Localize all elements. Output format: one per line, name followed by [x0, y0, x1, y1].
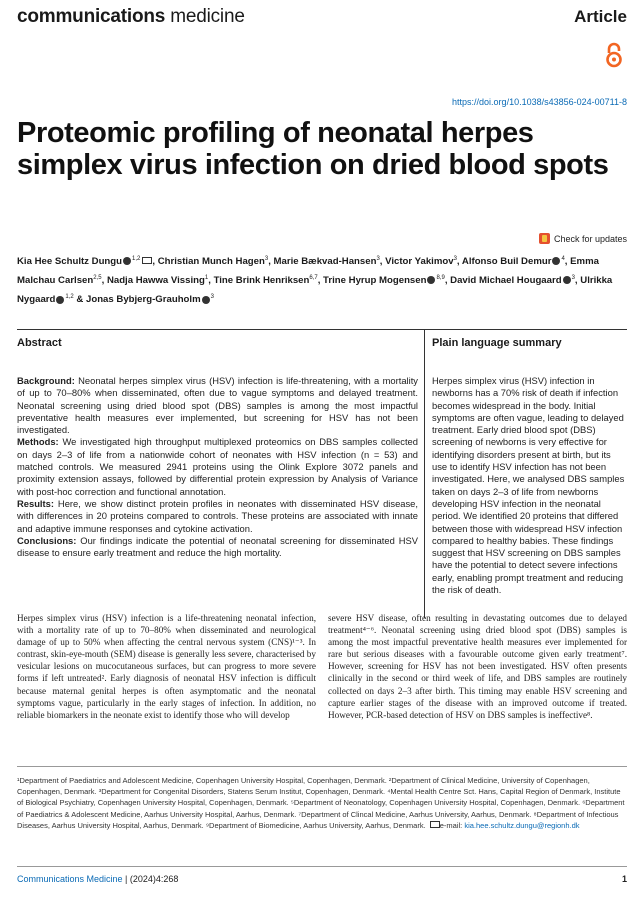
results-label: Results: [17, 497, 54, 509]
email-icon [430, 821, 440, 828]
author-separator: , [574, 275, 581, 287]
author-affiliation-sup: 1 [204, 275, 209, 282]
journal-name-light: medicine [165, 6, 245, 27]
author-separator: , [317, 275, 324, 287]
abstract-methods [17, 436, 418, 497]
author-name[interactable]: Marie Bækvad-Hansen [273, 256, 377, 268]
abstract-heading: Abstract [17, 337, 62, 349]
conclusions-text: Our findings indicate the potential of neonatal screening for disseminated HSV disease to ensure early treatment and reduce the high mortality. [17, 534, 418, 559]
author-separator: & [73, 294, 86, 306]
author-separator: , [379, 256, 386, 268]
article-title: Proteomic profiling of neonatal herpes simplex virus infection on dried blood spots [17, 117, 609, 181]
body-column-left: Herpes simplex virus (HSV) infection is a life-threatening neonatal infection, with a mortality rate of up to 70–80% when disseminated and neurological damage of up to 50% when affecting the central nervous system (CNS)¹⁻³. In contrast, skin-eye-mouth (SEM) disease is generally less severe, characterised by vesicular lesions on mucocutaneous surfaces, but can progress to more severe forms if left untreated². Early diagnosis of neonatal HSV infection is difficult because maternal genital herpes is often asymptomatic and the neonatal symptoms vague, particularly in the early stages of infection. In addition, no reliable biomarkers in the neonate exist to identify those who will develop [17, 613, 316, 720]
background-label: Background: [17, 375, 75, 386]
plain-language-summary: Herpes simplex virus (HSV) infection in newborns has a 70% risk of death if infection becomes widespread in the body. Initial symptoms are often vague, leading to delayed treatment. Early dried blood spot (DBS) screening of newborns is very effective for identifying disorders present at birth, but its use to identify HSV infection has not been investigated. Here, we analysed DBS samples taken on days 2–3 of life from newborns developing HSV infection in the neonatal period. We identified 20 proteins that differed between those with widespread HSV infection compared to healthy babies. These findings suggest that HSV screening on DBS samples have the potential to detect severe infections early, enabling prompt treatment and reducing the risk of death. [432, 375, 625, 596]
author-affiliation-sup: 3 [264, 256, 269, 262]
body-column-right: severe HSV disease, often resulting in devastating outcomes due to delayed treatment⁴⁻⁶. Neonatal screening using dried blood spot (DBS) samples is among the most impactful preventative health measures ever implemented for rare but serious diseases with a favourable outcome given early treatment⁷. However, screening for HSV has not been investigated. HSV often presents clinically in the second or third week of life, and DBS samples are routinely collected on days 2–3 after birth. This timing may enable HSV screening and capture earlier stages of the disease with an improved outcome if treated. However, PCR-based detection of HSV on DBS samples is ineffective⁸. [328, 613, 627, 720]
divider [17, 866, 627, 867]
conclusions-label: Conclusions: [17, 534, 77, 546]
affiliations-text: ¹Department of Paediatrics and Adolescent Medicine, Copenhagen University Hospital, Copenhagen, Denmark. ²Department of Clinical Medicine, University of Copenhagen, Copenhagen, Denmark. ³Department for Congenital Disorders, Statens Serum Institut, Copenhagen, Denmark. ⁴Mental Health Centre Sct. Hans, Capital Region of Denmark, Institute of Biological Psychiatry, Copenhagen University Hospital, Copenhagen, Denmark. ⁵Department of Neonatology, Copenhagen University Hospital, Copenhagen, Denmark. ⁶Department of Paediatrics & Adolescent Medicine, Aarhus University Hospital, Aarhus, Denmark. ⁷Department of Clincal Medicine, Aarhus University, Aarhus, Denmark. ⁸Department of Infectious Diseases, Aarhus University Hospital, Aarhus, Denmark. ⁹Department of Biomedicine, Aarhus University, Aarhus, Denmark. [17, 776, 625, 830]
author-affiliation-sup: 8,9 [436, 275, 445, 282]
divider [17, 329, 627, 330]
author-separator: , [444, 275, 451, 287]
results-text: Here, we show distinct protein profiles in neonates with disseminated HSV disease, with differences in 20 proteins compared to controls. These proteins are associated with innate and adaptive immune responses and cytokine activation. [17, 497, 418, 534]
author-name[interactable]: Alfonso Buil Demur [461, 256, 552, 268]
author-affiliation-sup: 3 [453, 256, 457, 262]
footer-volume: | (2024)4:268 [122, 874, 179, 884]
author-separator: , [208, 275, 214, 287]
author-name[interactable]: Kia Hee Schultz Dungu [17, 256, 123, 268]
divider [17, 766, 627, 767]
author-name[interactable]: Emma Malchau Carlsen [17, 256, 599, 287]
abstract-results [17, 498, 418, 535]
open-access-icon [604, 42, 624, 68]
footer-citation [17, 874, 178, 884]
author-name[interactable]: Nadja Hawwa Vissing [106, 275, 205, 287]
abstract-conclusions [17, 535, 418, 560]
author-affiliation-sup: 3 [376, 256, 380, 262]
author-affiliation-sup: 3 [571, 275, 575, 282]
crossmark-icon [539, 233, 550, 244]
email-icon[interactable] [142, 257, 152, 264]
orcid-icon[interactable] [123, 257, 131, 265]
author-name[interactable]: Tine Brink Henriksen [213, 275, 310, 287]
abstract-background [17, 375, 418, 436]
check-for-updates-label: Check for updates [553, 233, 627, 244]
affiliations [17, 775, 627, 831]
author-name[interactable]: Christian Munch Hagen [157, 256, 265, 268]
email-link[interactable]: kia.hee.schultz.dungu@regionh.dk [464, 820, 580, 830]
author-name[interactable]: Jonas Bybjerg-Grauholm [86, 294, 201, 306]
author-separator: , [564, 256, 571, 268]
orcid-icon[interactable] [427, 276, 435, 284]
author-separator: , [101, 275, 107, 287]
background-text: Neonatal herpes simplex virus (HSV) infection is life-threatening, with a mortality of up to 70–80% when disseminated, often due to vague symptoms and delayed treatment. Neonatal screening using dried blood spot (DBS) samples is among the most impactful preventative health measures ever implemented, but screening for HSV has not been investigated. [17, 375, 418, 436]
author-separator: , [152, 256, 158, 268]
author-affiliation-sup: 2,5 [93, 275, 102, 282]
orcid-icon[interactable] [563, 276, 571, 284]
doi-link[interactable]: https://doi.org/10.1038/s43856-024-00711-8 [452, 97, 627, 107]
author-separator: , [456, 256, 462, 268]
journal-name-bold: communications [17, 6, 166, 27]
footer-journal-link[interactable]: Communications Medicine [17, 874, 123, 884]
author-list [17, 251, 622, 309]
column-divider [424, 329, 425, 618]
author-name[interactable]: Trine Hyrup Mogensen [323, 275, 427, 287]
author-name[interactable]: David Michael Hougaard [450, 275, 562, 287]
author-affiliation-sup: 1,2 [132, 256, 141, 262]
abstract-body [17, 375, 418, 559]
check-for-updates-button[interactable] [539, 233, 627, 244]
author-affiliation-sup: 4 [561, 256, 565, 262]
plain-language-heading: Plain language summary [432, 337, 562, 349]
page-number: 1 [621, 874, 627, 884]
author-affiliation-sup: 3 [210, 294, 214, 301]
journal-name[interactable] [17, 6, 245, 28]
author-name[interactable]: Victor Yakimov [385, 256, 454, 268]
orcid-icon[interactable] [56, 296, 64, 304]
orcid-icon[interactable] [552, 257, 560, 265]
methods-label: Methods: [17, 436, 59, 448]
author-affiliation-sup: 1,2 [65, 294, 74, 301]
journal-header [17, 6, 627, 28]
orcid-icon[interactable] [202, 296, 210, 304]
author-affiliation-sup: 6,7 [309, 275, 318, 282]
email-label: e-mail: [439, 820, 465, 830]
methods-text: We investigated high throughput multiplexed proteomics on DBS samples collected on days 2–3 of life from a nationwide cohort of neonates with HSV infection (n = 53) and matched controls. We measured 2941 proteins using the Olink Explore 3072 panels and proximity extension assays, followed by differential protein expression by Analysis of Variance with post-hoc correction and functional annotation. [17, 436, 418, 497]
author-separator: , [268, 256, 274, 268]
article-type: Article [574, 7, 627, 26]
author-name[interactable]: Ulrikka Nygaard [17, 275, 613, 306]
